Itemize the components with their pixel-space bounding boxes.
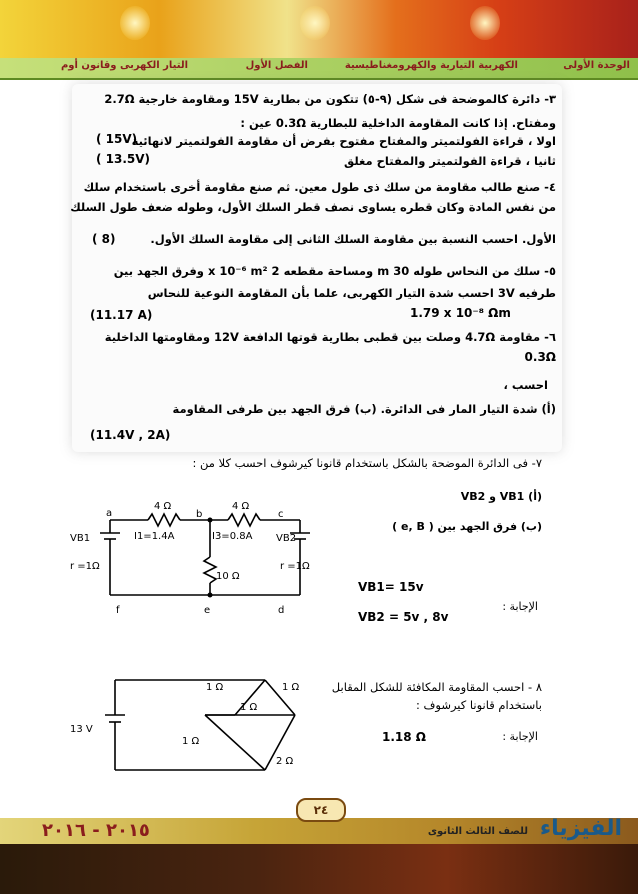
battery-13v-label: 13 V bbox=[70, 724, 93, 735]
resistor-top-right-label: 1 Ω bbox=[282, 682, 300, 693]
problem-6-line-1: ٦- مقاومة 4.7Ω وصلت بين قطبى بطارية قوتها الدافعة 12V ومقاومتها الداخلية bbox=[104, 330, 556, 344]
q7-answer-label: الإجابة : bbox=[502, 600, 538, 613]
node-c: c bbox=[278, 509, 284, 520]
problem-3-line-2: ومفتاح. إذا كانت المقاومة الداخلية للبطارية 0.3Ω عين : bbox=[240, 116, 556, 130]
q7-vb2-answer: VB2 = 5v , 8v bbox=[358, 610, 449, 624]
q8-prompt-line-1: ٨ - احسب المقاومة المكافئة للشكل المقابل bbox=[331, 680, 542, 694]
problem-3-answer-1: ( 15V) bbox=[96, 132, 138, 146]
node-a: a bbox=[106, 508, 113, 519]
node-e: e bbox=[204, 605, 211, 616]
resistor-top-left-label: 1 Ω bbox=[206, 682, 224, 693]
battery-vb2-label: VB2 bbox=[276, 533, 297, 544]
node-d: d bbox=[278, 605, 285, 616]
q7-part-a: (أ) VB1 و VB2 bbox=[460, 490, 542, 503]
resistor-r1-label: 4 Ω bbox=[154, 501, 172, 512]
problem-4-line-2: من نفس المادة وكان قطره يساوى نصف قطر السلك الأول، وطوله ضعف طول السلك bbox=[70, 200, 556, 214]
spark-decoration bbox=[470, 6, 500, 40]
q8-prompt-line-2: باستخدام قانونا كيرشوف : bbox=[415, 698, 542, 712]
problem-5-answer: (11.17 A) bbox=[90, 308, 153, 322]
problem-5-resistivity: 1.79 x 10⁻⁸ Ωm bbox=[410, 306, 511, 320]
circuit-diagram-q7 bbox=[70, 495, 330, 625]
resistor-bottom-right-label: 2 Ω bbox=[276, 756, 294, 767]
q7-part-b: (ب) فرق الجهد بين ( e, B ) bbox=[392, 520, 542, 533]
spark-decoration bbox=[300, 6, 330, 40]
battery-vb1-label: VB1 bbox=[70, 533, 91, 544]
chapter-bar bbox=[0, 58, 638, 80]
problem-6-answer: (11.4V , 2A) bbox=[90, 428, 171, 442]
chapter-title: الفصل الأول bbox=[245, 60, 308, 71]
academic-years: ٢٠١٥ - ٢٠١٦ bbox=[42, 820, 150, 841]
node-b: b bbox=[196, 509, 203, 520]
problem-6-calc-label: احسب ، bbox=[503, 378, 548, 392]
resistor-r2-label: 4 Ω bbox=[232, 501, 250, 512]
problem-3-answer-2: ( 13.5V) bbox=[96, 152, 151, 166]
unit-subject: الكهربية التيارية والكهرومغناطيسية bbox=[344, 60, 518, 71]
problem-4-line-1: ٤- صنع طالب مقاومة من سلك ذى طول معين. ثم صنع مقاومة أخرى باستخدام سلك bbox=[83, 180, 556, 194]
problem-5-line-2: طرفيه 3V احسب شدة التيار الكهربى، علما بأن المقاومة النوعية للنحاس bbox=[147, 286, 556, 300]
current-i3-label: I3=0.8A bbox=[212, 531, 253, 542]
resistor-bottom-left-label: 1 Ω bbox=[182, 736, 200, 747]
node-e-dot bbox=[208, 593, 213, 598]
problem-3-line-4: ثانيا ، قراءة الفولتميتر والمفتاح مغلق bbox=[343, 154, 556, 168]
book-grade: للصف الثالث الثانوى bbox=[427, 826, 528, 837]
problem-4-line-3: الأول. احسب النسبة بين مقاومة السلك الثانى إلى مقاومة السلك الأول. bbox=[150, 232, 556, 246]
node-b-dot bbox=[208, 518, 213, 523]
q8-answer: 1.18 Ω bbox=[382, 730, 426, 744]
q8-answer-label: الإجابة : bbox=[502, 730, 538, 743]
header-decoration bbox=[0, 0, 638, 58]
circuit-diagram-q8 bbox=[70, 660, 330, 790]
problem-5-line-1: ٥- سلك من النحاس طوله 30 m ومساحة مقطعه 2 x 10⁻⁶ m² وفرق الجهد بين bbox=[113, 264, 556, 278]
problem-3-line-3: اولا ، قراءة الفولتميتر والمفتاح مفتوح بفرض أن مقاومة الفولتميتر لانهائية bbox=[131, 134, 556, 148]
internal-resistance-right: r =1Ω bbox=[280, 561, 310, 572]
q7-prompt: ٧- فى الدائرة الموضحة بالشكل باستخدام قانونا كيرشوف احسب كلا من : bbox=[192, 456, 542, 470]
problem-6-internal-r: 0.3Ω bbox=[524, 350, 556, 364]
problem-3-line-1: ٣- دائرة كالموضحة فى شكل (٩-٥) تتكون من بطارية 15V ومقاومة خارجية 2.7Ω bbox=[104, 92, 556, 106]
resistor-middle-label: 1 Ω bbox=[240, 702, 258, 713]
book-brand: الفيزياء bbox=[539, 816, 622, 841]
problem-4-answer: ( 8) bbox=[92, 232, 116, 246]
footer-background bbox=[0, 844, 638, 894]
node-f: f bbox=[116, 605, 120, 616]
unit-title: الوحدة الأولى bbox=[563, 60, 630, 71]
internal-resistance-left: r =1Ω bbox=[70, 561, 100, 572]
lesson-title: التيار الكهربى وقانون أوم bbox=[60, 60, 188, 71]
page-number: ٢٤ bbox=[296, 798, 346, 822]
spark-decoration bbox=[120, 6, 150, 40]
problem-6-parts: (أ) شدة التيار المار فى الدائرة. (ب) فرق الجهد بين طرفى المقاومة bbox=[172, 402, 556, 416]
current-i1-label: I1=1.4A bbox=[134, 531, 175, 542]
q7-vb1-answer: VB1= 15v bbox=[358, 580, 424, 594]
resistor-r3-label: 10 Ω bbox=[216, 571, 240, 582]
